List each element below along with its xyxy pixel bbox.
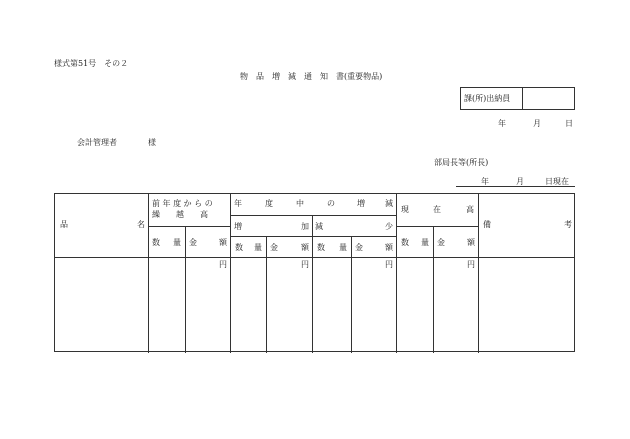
cur-amt-label-1: 金 [437,238,445,247]
inc-yen-unit: 円 [301,260,309,269]
col-line-dec-qty [351,236,352,353]
date-day: 日 [565,119,573,128]
carry-over-label-1: 前 年 度 か ら の [152,199,213,208]
col-line-current [478,194,479,353]
inc-qty-label-1: 数 [235,243,243,252]
col-line-carry [230,194,231,353]
inyear-label-5: 増 [357,199,365,208]
current-label-2: 在 [433,205,441,214]
remarks-label-1: 備 [483,220,491,229]
carry-amt-label-1: 金 [189,238,197,247]
row-line-current [396,226,478,227]
col-line-inc-qty [266,236,267,353]
date-month: 月 [533,119,541,128]
current-label-1: 現 [401,205,409,214]
cur-yen-unit: 円 [467,260,475,269]
dec-qty-label-1: 数 [317,243,325,252]
item-name-label-2: 名 [137,220,145,229]
dec-amt-label-1: 金 [355,243,363,252]
col-line-inyear [396,194,397,353]
asof-day: 日現在 [545,177,569,186]
asof-year: 年 [481,177,489,186]
carry-yen-unit: 円 [219,260,227,269]
inyear-label-3: 中 [296,199,304,208]
clerk-box [460,87,575,110]
dec-qty-label-2: 量 [339,243,347,252]
item-name-label-1: 品 [60,220,68,229]
asof-underline [456,186,575,187]
increase-decrease-table [54,193,575,352]
inc-qty-label-2: 量 [254,243,262,252]
inc-amt-label-1: 金 [270,243,278,252]
decrease-label-2: 少 [385,222,393,231]
cur-qty-label-2: 量 [421,238,429,247]
carry-amt-label-2: 額 [219,238,227,247]
increase-label-1: 増 [234,222,242,231]
row-line-header-bottom [55,257,574,258]
cur-qty-label-1: 数 [401,238,409,247]
carry-over-label-2: 繰 越 高 [152,210,208,219]
increase-label-2: 加 [301,222,309,231]
inyear-label-6: 減 [385,199,393,208]
cur-amt-label-2: 額 [467,238,475,247]
current-label-3: 高 [466,205,474,214]
decrease-label-1: 減 [315,222,323,231]
col-line-carry-qty [185,226,186,353]
row-line-inyear [230,215,396,216]
inyear-label-4: の [327,199,335,208]
asof-month: 月 [516,177,524,186]
col-line-name [148,194,149,353]
inyear-label-2: 度 [265,199,273,208]
sender: 部局長等(所長) [434,158,489,167]
dec-amt-label-2: 額 [385,243,393,252]
inc-amt-label-2: 額 [301,243,309,252]
row-line-carry [148,226,230,227]
carry-qty-label-2: 量 [173,238,181,247]
addressee: 会計管理者 [77,138,117,147]
row-line-incdec [230,236,396,237]
col-line-cur-qty [433,226,434,353]
honorific: 様 [148,138,156,147]
carry-qty-label-1: 数 [152,238,160,247]
remarks-label-2: 考 [564,220,572,229]
form-title: 物 品 増 減 通 知 書(重要物品) [240,72,383,81]
clerk-label: 課(所)出納員 [464,94,511,103]
dec-yen-unit: 円 [385,260,393,269]
inyear-label-1: 年 [234,199,242,208]
clerk-seal-divider [522,88,523,109]
form-number: 様式第51号 その２ [54,59,129,68]
date-year: 年 [498,119,506,128]
